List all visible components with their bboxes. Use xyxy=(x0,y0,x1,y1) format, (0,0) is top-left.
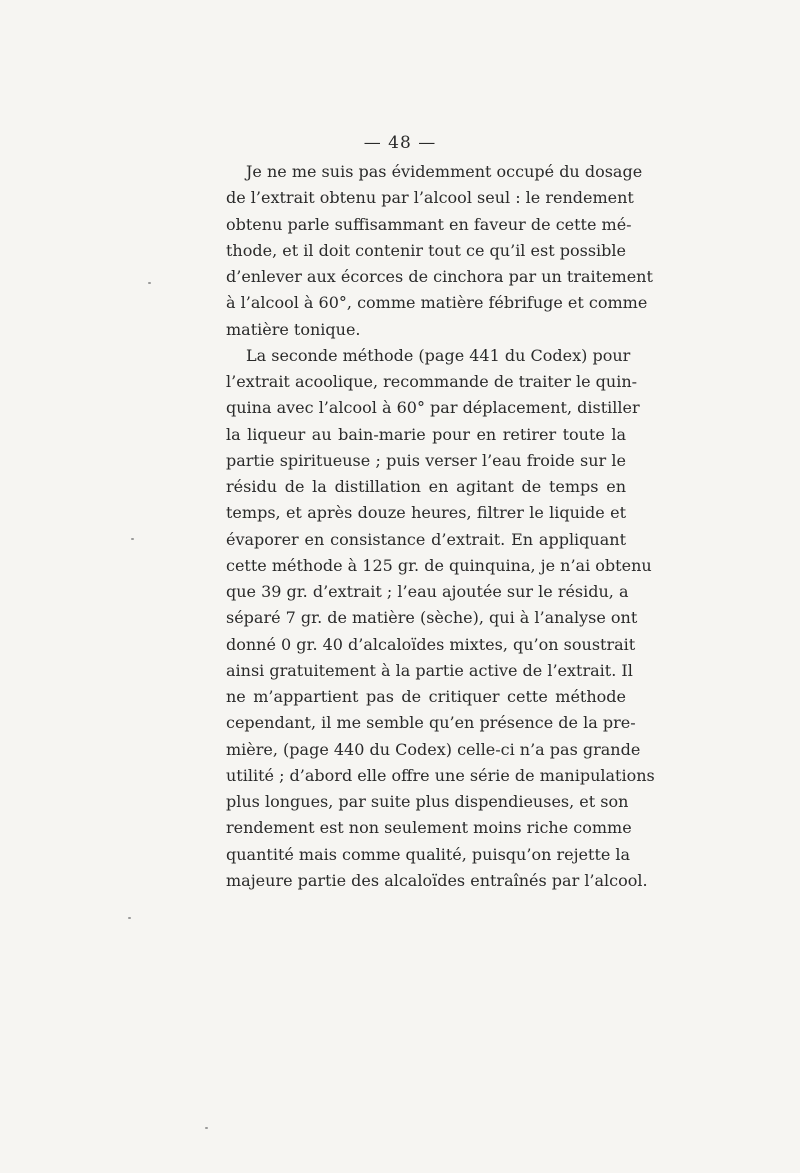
paper-speck xyxy=(131,538,134,540)
paper-speck xyxy=(148,282,151,284)
text-line: quantité mais comme qualité, puisqu’on rejette la xyxy=(226,844,631,864)
text-line: la liqueur au bain-marie pour en retirer toute la xyxy=(226,424,626,444)
paper-speck xyxy=(205,1127,208,1129)
text-line: l’extrait acoolique, recommande de traiter le quin- xyxy=(226,372,638,391)
text-line: thode, et il doit contenir tout ce qu’il est possible xyxy=(226,240,626,260)
text-line: cependant, il me semble qu’en présence de la pre- xyxy=(226,713,636,733)
text-line: ainsi gratuitement à la partie active de l’extrait. Il xyxy=(226,660,633,680)
text-line: utilité ; d’abord elle offre une série de manipulations xyxy=(226,765,655,785)
body-text xyxy=(226,159,655,894)
text-line: séparé 7 gr. de matière (sèche), qui à l’analyse ont xyxy=(226,608,638,628)
text-line: de l’extrait obtenu par l’alcool seul : le rendement xyxy=(226,188,634,208)
text-line: temps, et après douze heures, filtrer le liquide et xyxy=(226,503,626,523)
text-line: résidu de la distillation en agitant de temps en xyxy=(226,477,626,496)
text-line: partie spiritueuse ; puis verser l’eau froide sur le xyxy=(226,450,626,470)
text-line: à l’alcool à 60°, comme matière fébrifuge et comme xyxy=(226,293,648,313)
text-line: Je ne me suis pas évidemment occupé du dosage xyxy=(246,162,643,181)
text-line: que 39 gr. d’extrait ; l’eau ajoutée sur le résidu, a xyxy=(226,582,629,601)
text-line: donné 0 gr. 40 d’alcaloïdes mixtes, qu’on soustrait xyxy=(226,634,636,654)
text-line: majeure partie des alcaloïdes entraînés par l’alcool. xyxy=(226,870,648,890)
paper-speck xyxy=(128,917,131,919)
text-line: d’enlever aux écorces de cinchora par un traitement xyxy=(226,267,653,286)
text-line: rendement est non seulement moins riche comme xyxy=(226,818,632,838)
text-line: plus longues, par suite plus dispendieuses, et son xyxy=(226,792,629,811)
text-line: ne m’appartient pas de critiquer cette méthode xyxy=(226,687,626,706)
text-line: obtenu parle suffisammant en faveur de cette mé- xyxy=(226,214,632,234)
text-line: évaporer en consistance d’extrait. En appliquant xyxy=(226,529,626,549)
text-line: quina avec l’alcool à 60° par déplacement, distiller xyxy=(226,398,640,418)
text-line: mière, (page 440 du Codex) celle-ci n’a pas grande xyxy=(226,739,641,759)
text-line: cette méthode à 125 gr. de quinquina, je n’ai obtenu xyxy=(226,555,652,575)
text-line: matière tonique. xyxy=(226,319,361,339)
text-line: La seconde méthode (page 441 du Codex) pour xyxy=(246,345,631,365)
page-number: — 48 — xyxy=(363,133,437,153)
